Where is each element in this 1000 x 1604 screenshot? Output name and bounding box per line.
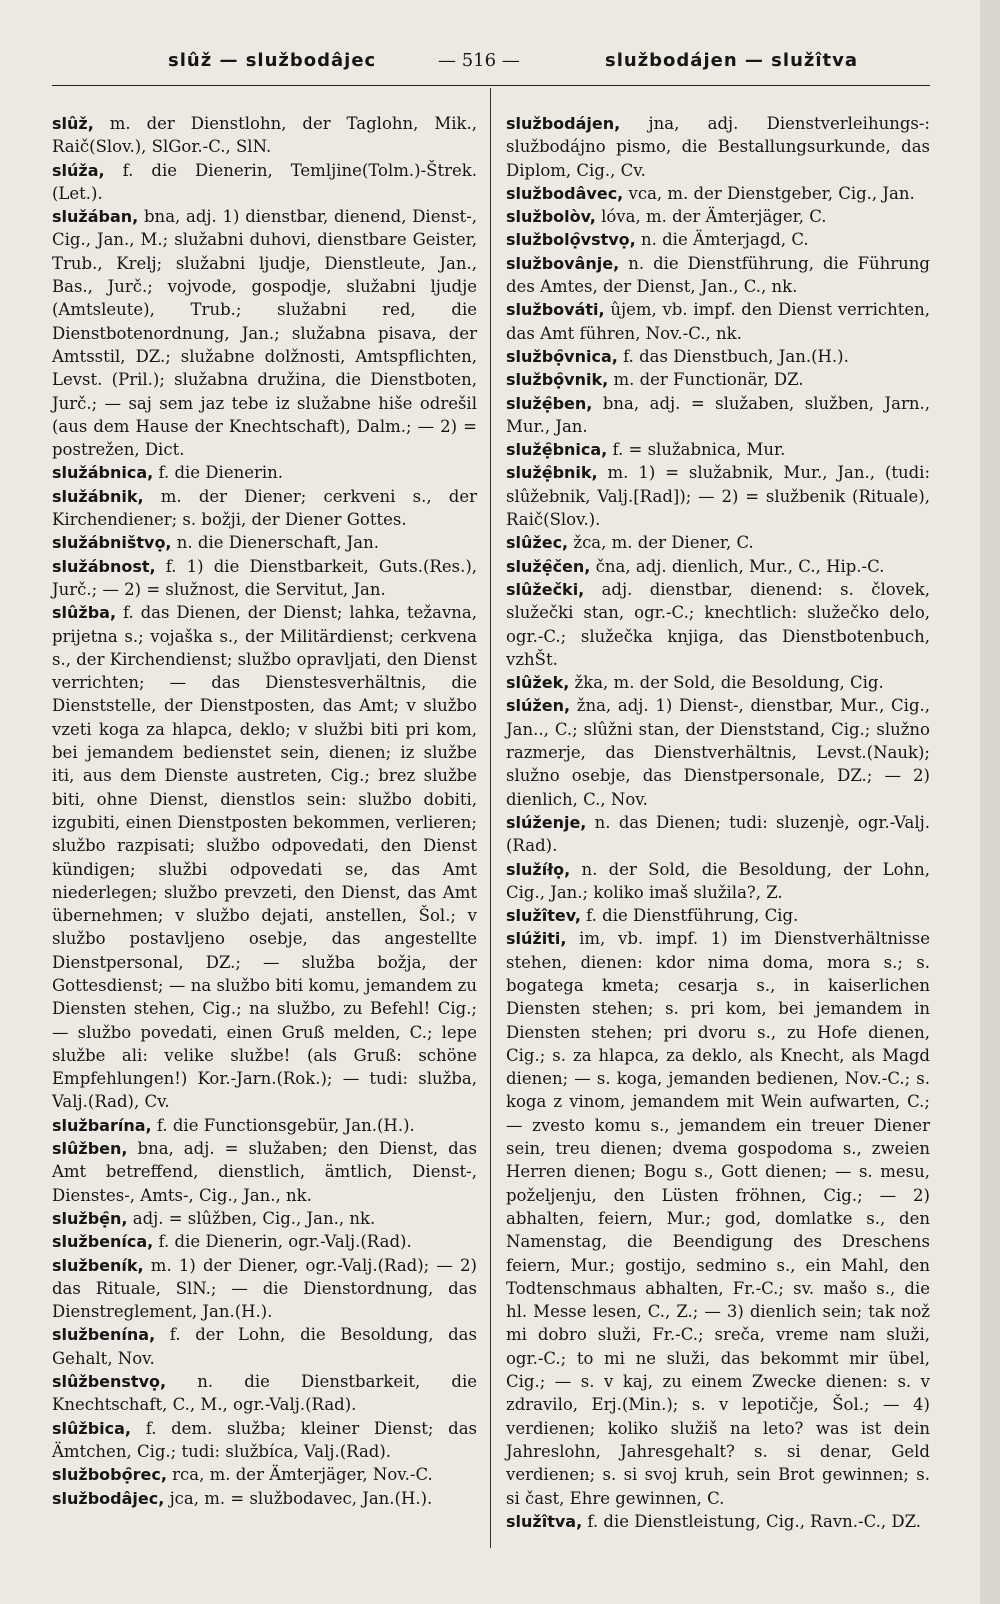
dictionary-entry bbox=[52, 112, 477, 159]
dictionary-entry bbox=[506, 438, 930, 461]
entry-definition: žca, m. der Diener, C. bbox=[573, 533, 754, 553]
entry-definition: n. die Dienstbarkeit, die Knechtschaft, C., M., ogr.-Valj.(Rad). bbox=[52, 1372, 478, 1415]
entry-headword: službodájen, bbox=[506, 114, 621, 133]
entry-headword: slûžba, bbox=[52, 603, 117, 623]
dictionary-entry bbox=[506, 694, 930, 810]
left-column bbox=[52, 112, 477, 1510]
entry-headword: slûžečki, bbox=[506, 579, 585, 599]
entry-definition: adj. = slûžben, Cig., Jan., nk. bbox=[132, 1208, 376, 1228]
entry-headword: slúžiti, bbox=[506, 929, 567, 949]
dictionary-entry bbox=[506, 531, 930, 554]
entry-headword: službeníca, bbox=[52, 1232, 154, 1252]
dictionary-entry bbox=[506, 112, 930, 182]
entry-headword: slúženje, bbox=[506, 812, 587, 832]
dictionary-entry bbox=[52, 485, 477, 532]
dictionary-entry bbox=[52, 461, 477, 484]
entry-definition: žna, adj. 1) Dienst-, dienstbar, Mur., Cig., Jan.., C.; slûžni stan, der Dienststand, Cig.; služno razmerje, das Dienstverhältnis, Levst.(Nauk); služno osebje, das Dienstpersonale, DZ.; — 2) dienlich, C., Nov. bbox=[506, 696, 930, 809]
dictionary-entry bbox=[506, 555, 930, 578]
dictionary-entry bbox=[506, 858, 930, 905]
entry-headword: služîtev, bbox=[506, 906, 581, 926]
entry-definition: m. der Functionär, DZ. bbox=[613, 370, 804, 390]
column-divider bbox=[490, 88, 491, 1548]
page-number: — 516 — bbox=[438, 50, 520, 71]
header-rule bbox=[52, 85, 930, 86]
entry-headword: služábnik, bbox=[52, 486, 144, 506]
entry-definition: m. der Dienstlohn, der Taglohn, Mik., Raič(Slov.), SlGor.-C., SlN. bbox=[52, 114, 477, 157]
dictionary-entry bbox=[52, 1487, 477, 1510]
entry-headword: služîtva, bbox=[506, 1511, 583, 1531]
entry-definition: jca, m. = službodavec, Jan.(H.). bbox=[169, 1488, 433, 1508]
entry-headword: slûžbenstvọ, bbox=[52, 1372, 167, 1392]
dictionary-entry bbox=[506, 205, 930, 228]
entry-definition: n. die Dienerschaft, Jan. bbox=[176, 533, 380, 553]
entry-definition: bna, adj. = služaben, služben, Jarn., Mur., Jan. bbox=[506, 393, 930, 436]
entry-headword: službọ̑vnik, bbox=[506, 370, 609, 390]
entry-headword: služíłọ, bbox=[506, 859, 571, 879]
entry-definition: f. die Dienerin, ogr.-Valj.(Rad). bbox=[158, 1232, 412, 1252]
dictionary-entry bbox=[52, 1137, 477, 1207]
entry-definition: f. das Dienstbuch, Jan.(H.). bbox=[623, 346, 849, 366]
dictionary-entry bbox=[506, 1510, 930, 1533]
dictionary-entry bbox=[52, 1323, 477, 1370]
entry-headword: služábnost, bbox=[52, 556, 156, 576]
entry-headword: službarína, bbox=[52, 1115, 152, 1135]
entry-headword: službobọ̑rec, bbox=[52, 1465, 167, 1485]
entry-headword: služábništvọ, bbox=[52, 533, 172, 553]
entry-headword: službọ̑vnica, bbox=[506, 346, 618, 366]
header-right-guide: službodájen — služîtva bbox=[605, 50, 859, 71]
dictionary-entry bbox=[52, 1114, 477, 1137]
entry-headword: služẹ̑ben, bbox=[506, 393, 593, 413]
dictionary-entry bbox=[52, 1463, 477, 1486]
dictionary-entry bbox=[506, 811, 930, 858]
entry-definition: f. der Lohn, die Besoldung, das Gehalt, Nov. bbox=[52, 1325, 477, 1368]
dictionary-entry bbox=[52, 1370, 477, 1417]
entry-definition: bna, adj. = služaben; den Dienst, das Amt betreffend, dienstlich, ämtlich, Dienst-, Dienstes-, Amts-, Cig., Jan., nk. bbox=[52, 1139, 477, 1205]
dictionary-entry bbox=[506, 392, 930, 439]
dictionary-entry bbox=[506, 578, 930, 671]
entry-headword: slûžec, bbox=[506, 533, 569, 553]
entry-definition: f. die Functionsgebür, Jan.(H.). bbox=[156, 1115, 415, 1135]
page-header bbox=[0, 50, 1000, 80]
entry-definition: f. 1) die Dienstbarkeit, Guts.(Res.), Jurč.; — 2) = služnost, die Servitut, Jan. bbox=[52, 556, 478, 599]
entry-definition: f. dem. služba; kleiner Dienst; das Ämtchen, Cig.; tudi: službíca, Valj.(Rad). bbox=[52, 1418, 478, 1461]
dictionary-entry bbox=[52, 601, 477, 1114]
header-left-guide: slûž — službodâjec bbox=[168, 50, 377, 71]
entry-definition: f. die Dienstführung, Cig. bbox=[586, 906, 799, 926]
page-gutter bbox=[980, 0, 1000, 1604]
dictionary-entry bbox=[52, 205, 477, 461]
dictionary-entry bbox=[52, 555, 477, 602]
entry-headword: službováti, bbox=[506, 300, 605, 320]
entry-definition: ûjem, vb. impf. den Dienst verrichten, das Amt führen, Nov.-C., nk. bbox=[506, 300, 930, 343]
entry-headword: služábnica, bbox=[52, 463, 154, 483]
entry-definition: m. 1) der Diener, ogr.-Valj.(Rad); — 2) das Rituale, SlN.; — die Dienstordnung, das Dienstreglement, Jan.(H.). bbox=[52, 1255, 477, 1322]
entry-headword: slúža, bbox=[52, 160, 105, 180]
entry-definition: n. der Sold, die Besoldung, der Lohn, Cig., Jan.; koliko imaš služila?, Z. bbox=[506, 859, 931, 902]
entry-definition: jna, adj. Dienstverleihungs-: službodájno pismo, die Bestallungsurkunde, das Diplom, Cig., Cv. bbox=[506, 114, 930, 180]
entry-definition: f. das Dienen, der Dienst; lahka, težavna, prijetna s.; vojaška s., der Militärdienst; cerkvena s., der Kirchendienst; službo opravljati, den Dienst verrichten; — das Dienstesverhältnis, die Dienststelle, der Dienstposten, das Amt; v službo vzeti koga za hlapca, deklo; v službi biti pri kom, bei jemandem bedienstet sein, dienen; iz službe iti, aus dem Dienste austreten, Cig.; brez službe biti, ohne Dienst, dienstlos sein: službo dobiti, izgubiti, einen Dienstposten bekommen, verlieren; službo razpisati; službo odpovedati, den Dienst kündigen; službi odpovedati se, das Amt niederlegen; službo prevzeti, den Dienst, das Amt übernehmen; v službo dejati, anstellen, Šol.; v službo postavljeno osebje, das angestellte Dienstpersonal, DZ.; — služba božja, der Gottesdienst; — na službo biti komu, jemandem zu Diensten stehen, Cig.; na službo, zu Befehl! Cig.; — službo povedati, einen Gruß melden, C.; lepe službe ali: velike službe! (als Gruß: schöne Empfehlungen!) Kor.-Jarn.(Rok.); — tudi: služba, Valj.(Rad), Cv. bbox=[52, 603, 477, 1112]
entry-headword: službodâjec, bbox=[52, 1488, 165, 1508]
entry-definition: n. die Dienstführung, die Führung des Amtes, der Dienst, Jan., C., nk. bbox=[506, 253, 930, 297]
entry-definition: vca, m. der Dienstgeber, Cig., Jan. bbox=[628, 183, 915, 203]
entry-headword: služẹ̑bnica, bbox=[506, 440, 608, 460]
entry-definition: čna, adj. dienlich, Mur., C., Hip.-C. bbox=[595, 556, 885, 576]
entry-headword: službolọ̑vstvọ, bbox=[506, 230, 636, 250]
entry-definition: f. die Dienstleistung, Cig., Ravn.-C., DZ. bbox=[587, 1511, 922, 1531]
entry-headword: službolòv, bbox=[506, 207, 596, 227]
entry-headword: službẹ̑n, bbox=[52, 1208, 128, 1228]
dictionary-entry bbox=[506, 368, 930, 391]
entry-headword: slûžek, bbox=[506, 673, 570, 693]
entry-headword: službovânje, bbox=[506, 253, 620, 273]
entry-headword: slûžbica, bbox=[52, 1418, 132, 1438]
entry-definition: m. der Diener; cerkveni s., der Kirchendiener; s. božji, der Diener Gottes. bbox=[52, 486, 477, 530]
entry-headword: službenína, bbox=[52, 1325, 156, 1345]
dictionary-entry bbox=[52, 1254, 477, 1324]
entry-definition: rca, m. der Ämterjäger, Nov.-C. bbox=[172, 1465, 433, 1485]
entry-headword: služẹ̑bnik, bbox=[506, 463, 598, 483]
dictionary-entry bbox=[52, 1230, 477, 1253]
entry-headword: služában, bbox=[52, 207, 139, 227]
entry-definition: f. = služabnica, Mur. bbox=[612, 440, 786, 460]
entry-definition: n. die Ämterjagd, C. bbox=[640, 230, 809, 250]
entry-definition: bna, adj. 1) dienstbar, dienend, Dienst-, Cig., Jan., M.; služabni duhovi, dienstbare Geister, Trub., Krelj; služabni ljudje, Dienstleute, Jan., Bas., Jurč.; vojvode, gospodje, služabni ljudje (Amtsleute), Trub.; služabni red, die Dienstbotenordnung, Jan.; služabna pisava, der Amtsstil, DZ.; služabne dolžnosti, Amtspflichten, Levst. (Pril.); služabna družina, die Dienstboten, Jurč.; — saj sem jaz tebe iz služabne hiše odrešil (aus dem Hause der Knechtschaft), Dalm.; — 2) = postrežen, Dict. bbox=[52, 207, 478, 460]
dictionary-entry bbox=[506, 345, 930, 368]
dictionary-entry bbox=[506, 671, 930, 694]
dictionary-entry bbox=[52, 531, 477, 554]
entry-definition: adj. dienstbar, dienend: s. človek, služečki stan, ogr.-C.; knechtlich: služečko delo, ogr.-C.; služečka knjiga, das Dienstbotenbuch, vzhŠt. bbox=[506, 579, 930, 669]
entry-definition: im, vb. impf. 1) im Dienstverhältnisse stehen, dienen: kdor nima doma, mora s.; s. bogatega kmeta; cesarja s., in kaiserlichen Diensten stehen; s. pri kom, bei jemandem in Diensten stehen; pri dvoru s., zu Hofe dienen, Cig.; s. za hlapca, za deklo, als Knecht, als Magd dienen; — s. koga, jemanden bedienen, Nov.-C.; s. koga z vinom, jemandem mit Wein aufwarten, C.; — zvesto komu s., jemandem ein treuer Diener sein, treu dienen; dvema gospodoma s., zweien Herren dienen; Bogu s., Gott dienen; — s. mesu, poželjenju, den Lüsten fröhnen, Cig.; — 2) abhalten, feiern, Mur.; god, domlatke s., den Namenstag, die Beendigung des Dreschens feiern, Mur.; gostijo, sedmino s., ein Mahl, den Todtenschmaus abhalten, Fr.-C.; sv. mašo s., die hl. Messe lesen, C., Z.; — 3) dienlich sein; tak nož mi dobro služi, Fr.-C.; sreča, vreme nam služi, ogr.-C.; to mi ne služi, das bekommt mir übel, Cig.; — s. v kaj, zu einem Zwecke dienen: s. v zdravilo, Erj.(Min.); s. v lepotičje, Šol.; — 4) verdienen; koliko služiš na leto? was ist dein Jahreslohn, Jahresgehalt? s. si denar, Geld verdienen; s. si svoj kruh, sein Brot gewinnen; s. si čast, Ehre gewinnen, C. bbox=[506, 929, 931, 1508]
dictionary-entry bbox=[506, 298, 930, 345]
entry-definition: lóva, m. der Ämterjäger, C. bbox=[601, 207, 827, 227]
entry-headword: slúžen, bbox=[506, 696, 571, 716]
entry-headword: slûžben, bbox=[52, 1139, 128, 1159]
right-column bbox=[506, 112, 930, 1533]
entry-definition: n. das Dienen; tudi: sluzenjè, ogr.-Valj.(Rad). bbox=[506, 812, 930, 856]
entry-definition: m. 1) = služabnik, Mur., Jan., (tudi: slûžebnik, Valj.[Rad]); — 2) = službenik (Rituale), Raič(Slov.). bbox=[506, 463, 931, 530]
dictionary-entry bbox=[52, 1417, 477, 1464]
entry-headword: službeník, bbox=[52, 1255, 144, 1275]
dictionary-entry bbox=[52, 159, 477, 206]
entry-headword: služẹ̑čen, bbox=[506, 556, 591, 576]
dictionary-entry bbox=[506, 927, 930, 1509]
entry-definition: žka, m. der Sold, die Besoldung, Cig. bbox=[574, 673, 884, 693]
dictionary-entry bbox=[506, 252, 930, 299]
entry-headword: službodâvec, bbox=[506, 183, 624, 203]
entry-definition: f. die Dienerin, Temljine(Tolm.)-Štrek. (Let.). bbox=[52, 160, 477, 203]
entry-headword: slûž, bbox=[52, 114, 94, 133]
entry-definition: f. die Dienerin. bbox=[158, 463, 284, 483]
dictionary-entry bbox=[506, 228, 930, 251]
dictionary-entry bbox=[506, 461, 930, 531]
dictionary-entry bbox=[506, 182, 930, 205]
dictionary-entry bbox=[506, 904, 930, 927]
dictionary-entry bbox=[52, 1207, 477, 1230]
